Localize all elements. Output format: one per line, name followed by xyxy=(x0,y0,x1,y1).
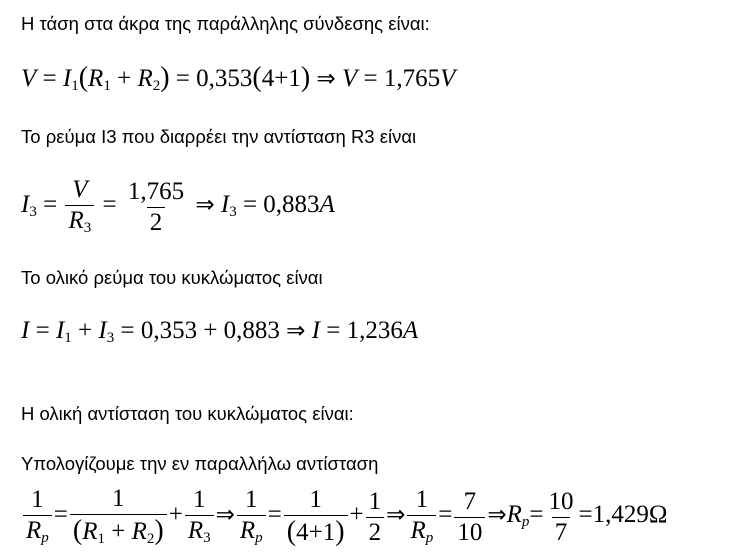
eq2-den-sub: 3 xyxy=(83,220,92,236)
eq4-rp-sub: p xyxy=(425,530,434,546)
eq3-term1-sub: 1 xyxy=(64,330,72,346)
eq1-r1-sub: 1 xyxy=(103,78,111,94)
eq4-r3-sub: 3 xyxy=(203,530,211,546)
parallel-resistance-equation: $\frac{1}{R_p}$ = $\frac{1}{(R_1 + R_2)}$ + $\frac{1}{R_3}$ ⇒ $\frac{1}{R_p}$ = $\frac{1}{(4+1)}$ + $\frac{1}{2}$ ⇒ $\frac{1}{R_p}$ = $\frac{7}{10}$ $\Rightarrow R_p=$ $\frac{10}{7}$ =1,429Ω xyxy=(21,486,667,547)
eq1-current-sub: 1 xyxy=(71,78,79,94)
implies-arrow-icon: ⇒ xyxy=(487,502,507,529)
eq1-result-value: 1,765 xyxy=(383,65,441,92)
eq2-result-unit: A xyxy=(319,191,335,219)
eq4-rp-symbol: R xyxy=(410,517,426,544)
eq3-term1-symbol: I xyxy=(55,317,65,344)
eq2-lhs-sub: 3 xyxy=(29,204,37,221)
current-i3-intro-text: Το ρεύμα I3 που διαρρέει την αντίσταση R3 είναι xyxy=(21,126,417,147)
eq1-r1-value: 4 xyxy=(261,65,275,92)
eq2-result-value: 0,883 xyxy=(263,191,320,219)
implies-arrow-icon: ⇒ xyxy=(386,502,406,529)
eq4-frac-1 xyxy=(23,487,52,546)
eq3-result-symbol: I xyxy=(311,317,321,344)
eq1-r2-sub: 2 xyxy=(152,78,161,94)
voltage-intro-text: Η τάση στα άκρα της παράλληλης σύνδεσης είναι: xyxy=(21,13,430,34)
eq1-r2-value: 1 xyxy=(288,65,301,92)
parallel-intro-text: Υπολογίζουμε την εν παραλλήλω αντίσταση xyxy=(21,453,379,474)
eq4-rp-symbol: R xyxy=(26,517,42,544)
eq4-frac-4 xyxy=(237,487,266,546)
eq4-frac-9 xyxy=(546,489,577,545)
eq2-num-value: 1,765 xyxy=(127,177,185,205)
eq4-sum-den: 10 xyxy=(454,517,485,545)
eq4-frac-8 xyxy=(454,489,485,545)
eq2-result-sub: 3 xyxy=(229,204,237,221)
total-current-intro-text: Το ολικό ρεύμα του κυκλώματος είναι xyxy=(21,267,323,288)
eq4-r2-symbol: R xyxy=(131,518,147,545)
eq2-lhs-symbol: I xyxy=(21,191,30,219)
eq4-r1-value: 4 xyxy=(296,519,309,546)
eq4-frac-2: $\frac{1}{(R_1 + R_2)}$ xyxy=(70,486,167,547)
eq4-one: 1 xyxy=(31,486,44,513)
eq3-term2-value: 0,883 xyxy=(223,317,280,344)
eq2-den-symbol: R xyxy=(68,207,84,234)
eq4-sum-num: 7 xyxy=(463,487,477,515)
eq4-one: 1 xyxy=(368,487,382,515)
voltage-equation: $V = I_1(R_1 + R_2) = 0,353(4+1)$ ⇒ V = 1,765V xyxy=(21,62,456,94)
eq4-rp-symbol: R xyxy=(506,501,522,529)
eq4-rp-sub: p xyxy=(521,514,530,531)
eq4-rp-symbol: R xyxy=(239,517,256,544)
eq4-one: 1 xyxy=(245,486,258,513)
eq2-symbolic-fraction xyxy=(65,177,94,236)
eq4-r3-symbol: R xyxy=(187,517,204,544)
eq4-r1-sub: 1 xyxy=(97,531,105,547)
eq4-one: 1 xyxy=(192,486,206,513)
implies-arrow-icon: ⇒ xyxy=(286,318,306,344)
total-current-equation: $I = I_1 + I_3 = 0,353 + 0,883$ ⇒ I = 1,236A xyxy=(21,317,419,346)
eq4-result-value: 1,429 xyxy=(592,501,649,529)
eq2-num-symbol: V xyxy=(72,176,88,203)
eq1-current-value: 0,353 xyxy=(196,65,253,92)
eq4-r2-value: 1 xyxy=(322,519,336,546)
implies-arrow-icon: ⇒ xyxy=(215,502,235,529)
implies-arrow-icon: ⇒ xyxy=(316,66,336,92)
eq3-lhs: I xyxy=(21,317,30,344)
eq3-result-value: 1,236 xyxy=(346,317,403,344)
eq2-result-symbol: I xyxy=(220,191,230,219)
eq4-frac-3 xyxy=(185,487,214,546)
eq1-current-symbol: I xyxy=(62,65,72,92)
eq3-term2-symbol: I xyxy=(98,317,107,344)
eq4-one: 1 xyxy=(309,486,322,513)
eq1-result-unit: V xyxy=(440,65,456,92)
eq4-result-num: 10 xyxy=(548,487,574,515)
eq4-one: 1 xyxy=(415,486,429,513)
eq4-r2-sub: 2 xyxy=(146,531,155,547)
eq4-frac-5: $\frac{1}{(4+1)}$ xyxy=(284,487,348,546)
eq1-lhs: V xyxy=(21,65,37,92)
eq3-result-unit: A xyxy=(402,317,419,344)
eq4-rp-sub: p xyxy=(41,530,49,546)
eq2-numeric-fraction xyxy=(125,179,187,235)
eq4-one: 1 xyxy=(112,485,125,512)
eq3-term2-sub: 3 xyxy=(106,330,115,346)
eq4-r1-symbol: R xyxy=(82,518,98,545)
eq4-frac-7 xyxy=(407,487,436,546)
total-resistance-intro-text: Η ολική αντίσταση του κυκλώματος είναι: xyxy=(21,403,354,424)
eq1-result-symbol: V xyxy=(341,65,358,92)
eq3-term1-value: 0,353 xyxy=(140,317,198,344)
eq1-r1-symbol: R xyxy=(88,65,104,92)
eq4-rp-sub: p xyxy=(255,530,263,546)
eq4-r3-value: 2 xyxy=(366,517,385,545)
eq4-frac-6 xyxy=(366,489,385,545)
eq4-result-den: 7 xyxy=(552,517,571,545)
eq2-den-value: 2 xyxy=(147,207,166,235)
current-i3-equation: $I_3$ = $\frac{V}{R_3}$ = $\frac{1,765}{2}$ ⇒ $I_3 = 0,883A$ xyxy=(21,176,335,236)
eq4-result-unit: Ω xyxy=(648,501,668,529)
implies-arrow-icon: ⇒ xyxy=(195,192,215,219)
eq1-r2-symbol: R xyxy=(137,65,153,92)
